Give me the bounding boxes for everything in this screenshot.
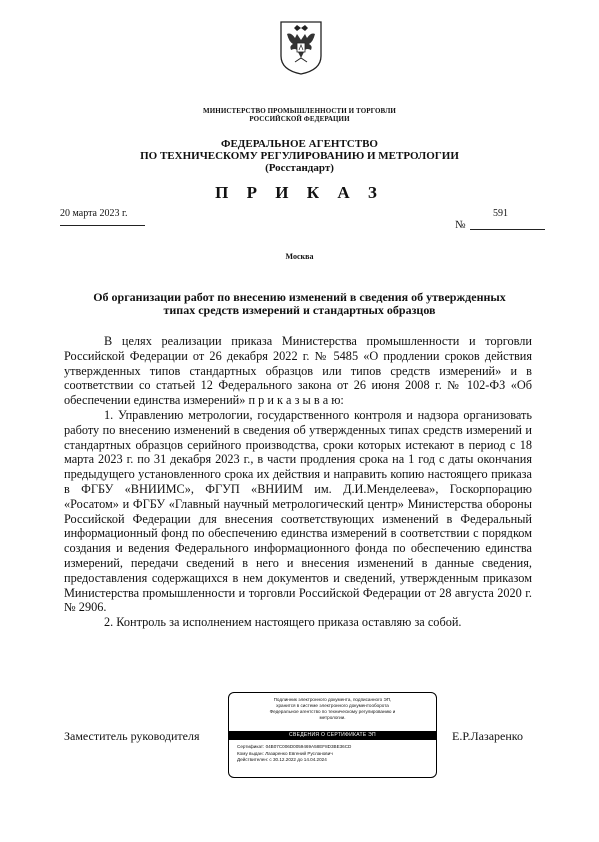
stamp-cert: Сертификат: 04B07C006D0059469A58EF8D3BE36CD xyxy=(237,744,352,749)
agency-line2: ПО ТЕХНИЧЕСКОМУ РЕГУЛИРОВАНИЮ И МЕТРОЛОГИИ xyxy=(140,150,459,162)
agency-name xyxy=(0,138,599,174)
stamp-banner: СВЕДЕНИЯ О СЕРТИФИКАТЕ ЭП xyxy=(229,731,436,740)
agency-line1: ФЕДЕРАЛЬНОЕ АГЕНТСТВО xyxy=(221,138,378,150)
ministry-name xyxy=(0,107,599,123)
stamp-owner: Кому выдан: Лазаренко Евгений Русланович xyxy=(237,750,333,756)
order-number: 591 xyxy=(493,208,508,219)
number-underline xyxy=(470,229,545,230)
state-emblem-icon xyxy=(277,18,325,76)
document-title: П Р И К А З xyxy=(215,183,384,202)
paragraph-item-1: 1. Управлению метрологии, государственного контроля и надзора организовать работу по внесению изменений в сведения об утвержденных типах средств измерений и стандартных образцов серийного производства, сроки которых истекают в период с 18 марта 2023 г. по 31 декабря 2023 г., в части продления срока на 1 год с даты окончания предыдущего установленного срока их действия и направить копию настоящего приказа в ФГБУ «ВНИИМС», ФГУП «ВНИИМ им. Д.И.Менделеева», Госкорпорацию «Росатом» и ФГБУ «Главный научный метрологический центр» Министерства обороны Российской Федерации для внесения соответствующих изменений в Федеральный информационный фонд по обеспечению единства измерений в соответствии с порядком создания и ведения Федерального информационного фонда по обеспечению единства измерений, передачи сведений в него и внесения изменений в данные сведения, предоставления содержащихся в нем документов и сведений, утвержденным приказом Министерства промышленности и торговли Российской Федерации от 28 августа 2020 г. № 2906. xyxy=(64,407,532,615)
e-signature-stamp xyxy=(228,692,437,778)
order-body xyxy=(64,334,532,630)
order-subject xyxy=(0,291,599,317)
stamp-header xyxy=(235,697,430,721)
stamp-line1: Подлинник электронного документа, подписанного ЭП, xyxy=(273,697,392,702)
subject-line1: Об организации работ по внесению изменений в сведения об утвержденных xyxy=(93,290,506,304)
signer-position: Заместитель руководителя xyxy=(64,729,200,743)
stamp-line4: метрологии. xyxy=(319,715,346,720)
stamp-valid: Действителен: с 30.12.2022 до 14.04.2024 xyxy=(237,757,327,762)
paragraph-preamble: В целях реализации приказа Министерства промышленности и торговли Российской Федерации от 26 декабря 2022 г. № 5485 «О продлении сроков действия утвержденных типов стандартных образцов или типов средств измерений» и в соответствии со статьей 12 Федерального закона от 26 июня 2008 г. № 102-ФЗ «Об обеспечении единства измерений» п р и к а з ы в а ю: xyxy=(64,334,532,408)
number-sign: № xyxy=(455,219,466,231)
signer-name: Е.Р.Лазаренко xyxy=(452,729,524,743)
stamp-details xyxy=(237,744,432,764)
date-underline xyxy=(60,225,145,226)
ministry-line1: МИНИСТЕРСТВО ПРОМЫШЛЕННОСТИ И ТОРГОВЛИ xyxy=(203,107,396,115)
order-date: 20 марта 2023 г. xyxy=(60,208,128,219)
stamp-line2: хранится в системе электронного документооборота xyxy=(276,703,389,708)
paragraph-item-2: 2. Контроль за исполнением настоящего приказа оставляю за собой. xyxy=(104,615,462,630)
ministry-line2: РОССИЙСКОЙ ФЕДЕРАЦИИ xyxy=(249,115,350,123)
subject-line2: типах средств измерений и стандартных образцов xyxy=(163,303,436,317)
stamp-line3: Федеральное агентство по техническому регулированию и xyxy=(269,709,396,714)
city: Москва xyxy=(285,252,314,261)
agency-line3: (Росстандарт) xyxy=(265,162,334,174)
